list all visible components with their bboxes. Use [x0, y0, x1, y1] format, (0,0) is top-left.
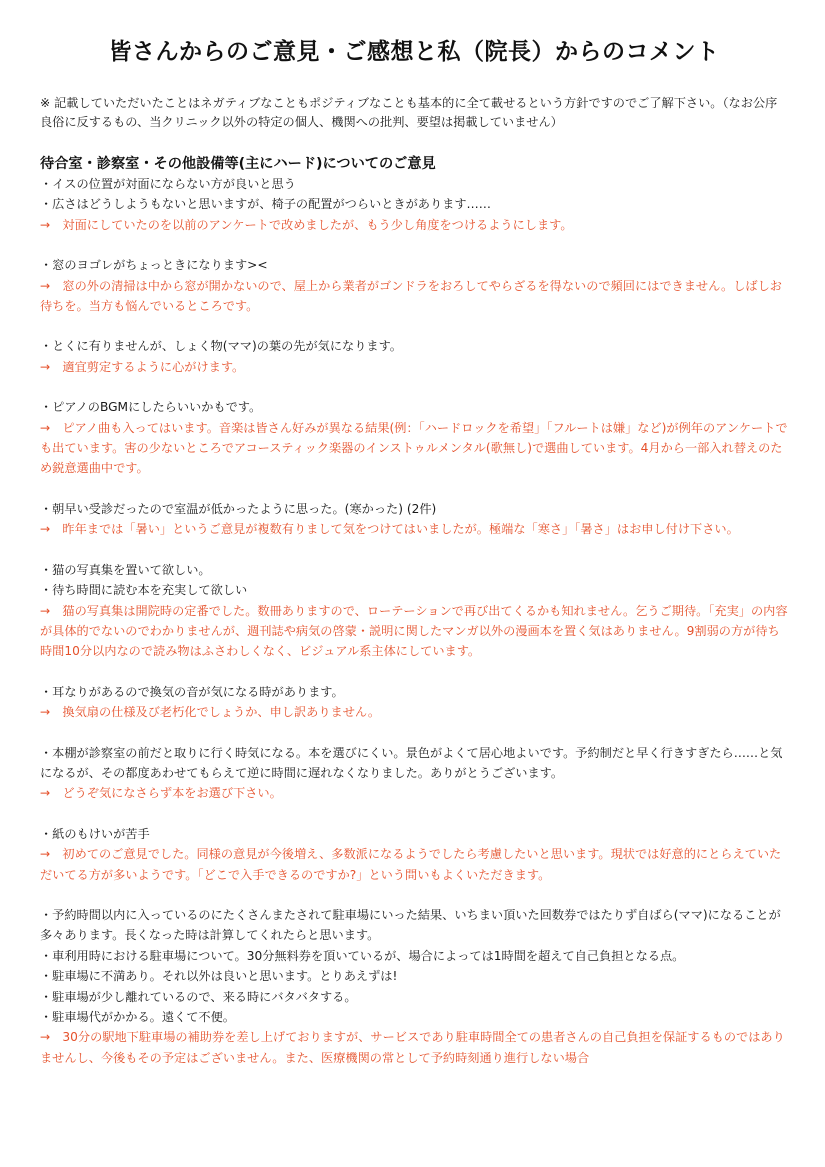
patient-comment: ・待ち時間に読む本を充実して欲しい: [40, 583, 248, 598]
feedback-entry: [40, 499, 788, 540]
feedback-entry: [40, 682, 788, 723]
feedback-entry: [40, 336, 788, 377]
patient-comment: ・耳なりがあるので換気の音が気になる時があります。: [40, 684, 344, 699]
patient-comment: ・広さはどうしようもないと思いますが、椅子の配置がつらいときがあります……: [40, 197, 491, 212]
patient-comment: ・ピアノのBGMにしたらいいかもです。: [40, 400, 262, 415]
feedback-entries: [40, 174, 788, 1068]
page-title: 皆さんからのご意見・ご感想と私（院長）からのコメント: [108, 39, 720, 65]
director-reply: → 初めてのご意見でした。同様の意見が今後増え、多数派になるようでしたら考慮したいと思います。現状では好意的にとらえていただいてる方が多いようです。「どこで入手できるのですか?」という問いもよくいただきます。: [40, 847, 782, 882]
feedback-entry: [40, 905, 788, 1068]
patient-comment: ・駐車場に不満あり。それ以外は良いと思います。とりあえずは!: [40, 969, 398, 984]
feedback-entry: [40, 174, 788, 235]
director-reply: → ピアノ曲も入ってはいます。音楽は皆さん好みが異なる結果(例：「ハードロックを希望」「フルートは嫌」など)が例年のアンケートでも出ています。害の少ないところでアコースティック楽器のインストゥルメンタル(歌無し)で選曲しています。4月から一部入れ替えのため鋭意選曲中です。: [40, 420, 788, 476]
director-reply: → どうぞ気になさらず本をお選び下さい。: [40, 786, 282, 801]
director-reply: → 適宜剪定するように心がけます。: [40, 359, 245, 374]
patient-comment: ・駐車場が少し離れているので、来る時にバタバタする。: [40, 989, 357, 1004]
document-page: [40, 0, 788, 1088]
director-reply: → 30分の駅地下駐車場の補助券を差し上げておりますが、サービスであり駐車時間全ての患者さんの自己負担を保証するものではありませんし、今後もその予定はございません。また、医療機関の常として予約時刻通り進行しない場合: [40, 1030, 785, 1065]
patient-comment: ・紙のもけいが苦手: [40, 826, 150, 841]
patient-comment: ・イスの位置が対面にならない方が良いと思う: [40, 177, 296, 191]
patient-comment: ・車利用時における駐車場について。30分無料券を頂いているが、場合によっては1時間を超えて自己負担となる点。: [40, 948, 685, 963]
patient-comment: ・駐車場代がかかる。遠くて不便。: [40, 1010, 235, 1024]
director-reply: → 換気扇の仕様及び老朽化でしょうか、申し訳ありません。: [40, 705, 381, 720]
patient-comment: ・猫の写真集を置いて欲しい。: [40, 562, 211, 577]
feedback-entry: [40, 397, 788, 479]
feedback-entry: [40, 743, 788, 804]
director-reply: → 対面にしていたのを以前のアンケートで改めましたが、もう少し角度をつけるようにします。: [40, 217, 573, 232]
patient-comment: ・窓のヨゴレがちょっときになります><: [40, 258, 268, 273]
patient-comment: ・本棚が診察室の前だと取りに行く時気になる。本を選びにくい。景色がよくて居心地よいです。予約制だと早く行きすぎたら……と気になるが、その都度あわせてもらえて逆に時間に遅れなくなりました。ありがとうございます。: [40, 745, 783, 780]
director-reply: → 昨年までは「暑い」というご意見が複数有りまして気をつけてはいましたが。極端な「寒さ」「暑さ」はお申し付け下さい。: [40, 522, 739, 537]
feedback-entry: [40, 560, 788, 662]
director-reply: → 窓の外の清掃は中から窓が開かないので、屋上から業者がゴンドラをおろしてやらざるを得ないので頻回にはできません。しばしお待ちを。当方も悩んでいるところです。: [40, 278, 782, 314]
feedback-entry: [40, 255, 788, 316]
director-reply: → 猫の写真集は開院時の定番でした。数冊ありますので、ローテーションで再び出てくるかも知れません。乞うご期待。「充実」の内容が具体的でないのでわかりませんが、週刊誌や病気の啓蒙・説明に関したマンガ以外の漫画本を置く気はありません。9割弱の方が待ち時間10分以内なので読み物はふさわしくなく、ビジュアル系主体にしています。: [40, 603, 788, 659]
feedback-entry: [40, 824, 788, 885]
section-heading-facilities: 待合室・診察室・その他設備等(主にハード)についてのご意見: [40, 156, 436, 172]
patient-comment: ・朝早い受診だったので室温が低かったように思った。(寒かった) (2件): [40, 501, 437, 516]
patient-comment: ・とくに有りませんが、しょく物(ママ)の葉の先が気になります。: [40, 339, 402, 354]
patient-comment: ・予約時間以内に入っているのにたくさんまたされて駐車場にいった結果、いちまい頂いた回数券ではたりず自ばら(ママ)になることが多々あります。長くなった時は計算してくれたらと思います。: [40, 907, 781, 943]
disclaimer-notice: ※ 記載していただいたことはネガティブなこともポジティブなことも基本的に全て載せるという方針ですのでご了解下さい。（なお公序良俗に反するもの、当クリニック以外の特定の個人、機関への批判、要望は掲載していません）: [40, 96, 778, 129]
